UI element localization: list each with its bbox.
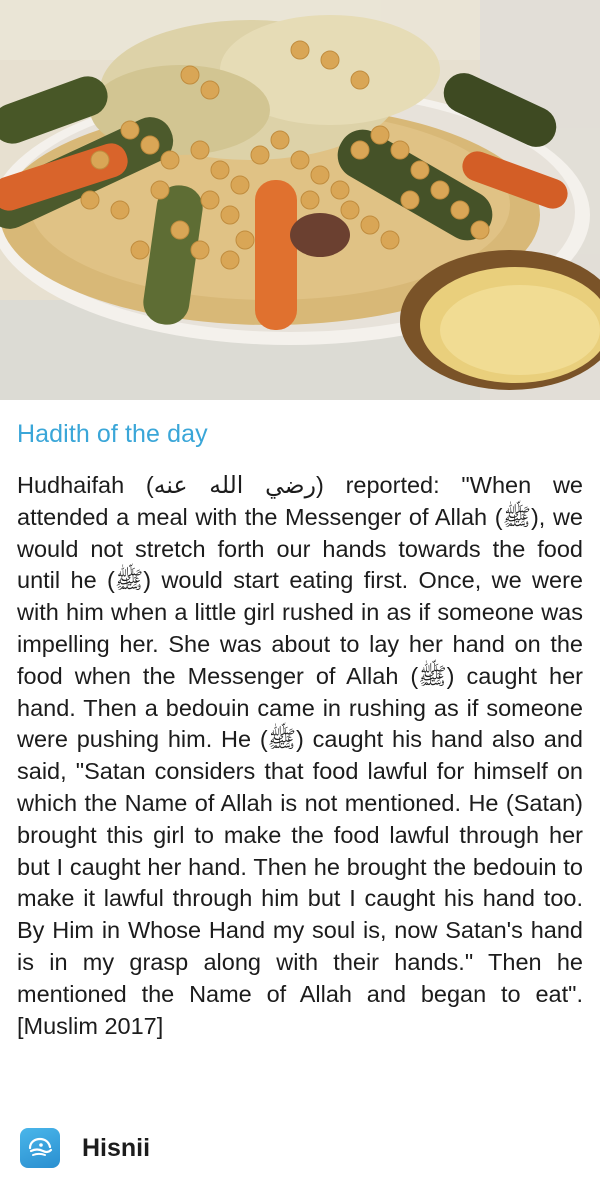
app-name: Hisnii	[82, 1133, 151, 1162]
hero-image	[0, 0, 600, 400]
hisnii-logo-icon	[20, 1128, 60, 1168]
app-footer[interactable]	[20, 1128, 150, 1168]
section-title: Hadith of the day	[17, 420, 208, 448]
hadith-text: Hudhaifah (رضي الله عنه) reported: "When we attended a meal with the Messenger of Allah (ﷺ), we would not stretch forth our hands towards the food until he (ﷺ) would start eating first. Once, we were with him when a little girl rushed in as if someone was impelling her. She was about to lay her hand on the food when the Messenger of Allah (ﷺ) caught her hand. Then a bedouin came in rushing as if someone were pushing him. He (ﷺ) caught his hand also and said, "Satan considers that food lawful for himself on which the Name of Allah is not mentioned. He (Satan) brought this girl to make the food lawful through her but I caught her hand. Then he brought the bedouin to make it lawful through him but I caught his hand too. By Him in Whose Hand my soul is, now Satan's hand is in my grasp along with their hands." Then he mentioned the Name of Allah and began to eat". [Muslim 2017]	[17, 472, 583, 1039]
